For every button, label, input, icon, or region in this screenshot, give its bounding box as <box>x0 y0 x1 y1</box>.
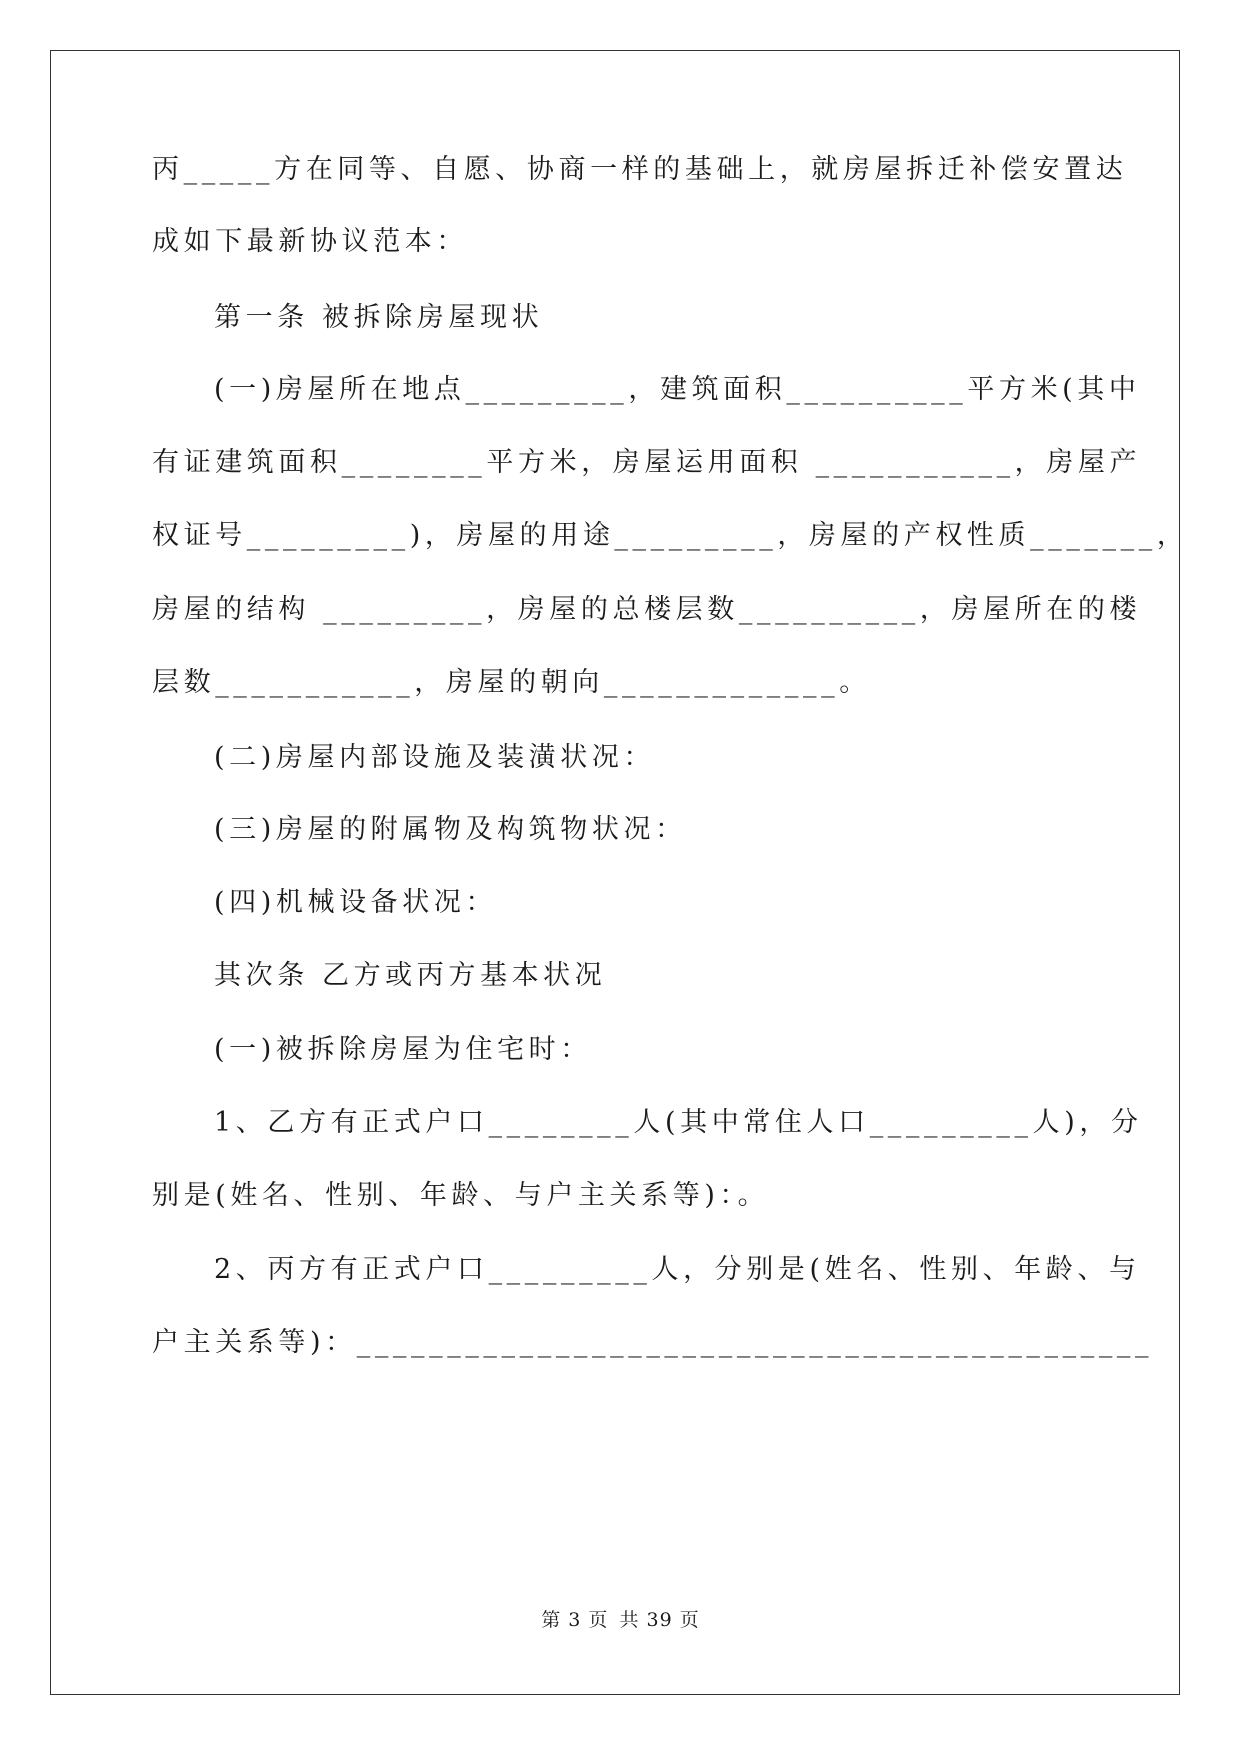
paragraph-line: 层数___________，房屋的朝向_____________。 <box>152 667 871 698</box>
paragraph-line: 1、乙方有正式户口________人(其中常住人口_________人)，分 <box>214 1107 1143 1138</box>
paragraph-line: (四)机械设备状况： <box>214 887 498 918</box>
article-heading: 其次条 乙方或丙方基本状况 <box>214 960 607 991</box>
page-total: 共 39 页 <box>619 1609 700 1631</box>
paragraph-line: 有证建筑面积________平方米，房屋运用面积 ___________，房屋产 <box>152 447 1142 478</box>
paragraph-line: 权证号_________)，房屋的用途_________，房屋的产权性质_______， <box>152 520 1189 551</box>
page-border <box>50 50 1180 1695</box>
paragraph-line: 户主关系等)：____________________________________________ <box>152 1327 1154 1358</box>
paragraph-line: (一)被拆除房屋为住宅时： <box>214 1034 592 1065</box>
page-number: 第 3 页 <box>541 1609 609 1631</box>
paragraph-line: 别是(姓名、性别、年龄、与户主关系等)：。 <box>152 1180 770 1211</box>
paragraph-line: 房屋的结构 _________，房屋的总楼层数__________，房屋所在的楼 <box>152 594 1142 625</box>
paragraph-line: (二)房屋内部设施及装潢状况： <box>214 742 656 773</box>
paragraph-line: (三)房屋的附属物及构筑物状况： <box>214 814 687 845</box>
page-footer <box>0 1605 1241 1632</box>
paragraph-line: (一)房屋所在地点_________，建筑面积__________平方米(其中 <box>214 374 1141 405</box>
paragraph-line: 丙_____方在同等、自愿、协商一样的基础上，就房屋拆迁补偿安置达 <box>152 154 1128 185</box>
paragraph-line: 2、丙方有正式户口_________人，分别是(姓名、性别、年龄、与 <box>214 1254 1141 1285</box>
paragraph-line: 成如下最新协议范本： <box>152 226 468 257</box>
article-heading: 第一条 被拆除房屋现状 <box>214 302 544 333</box>
